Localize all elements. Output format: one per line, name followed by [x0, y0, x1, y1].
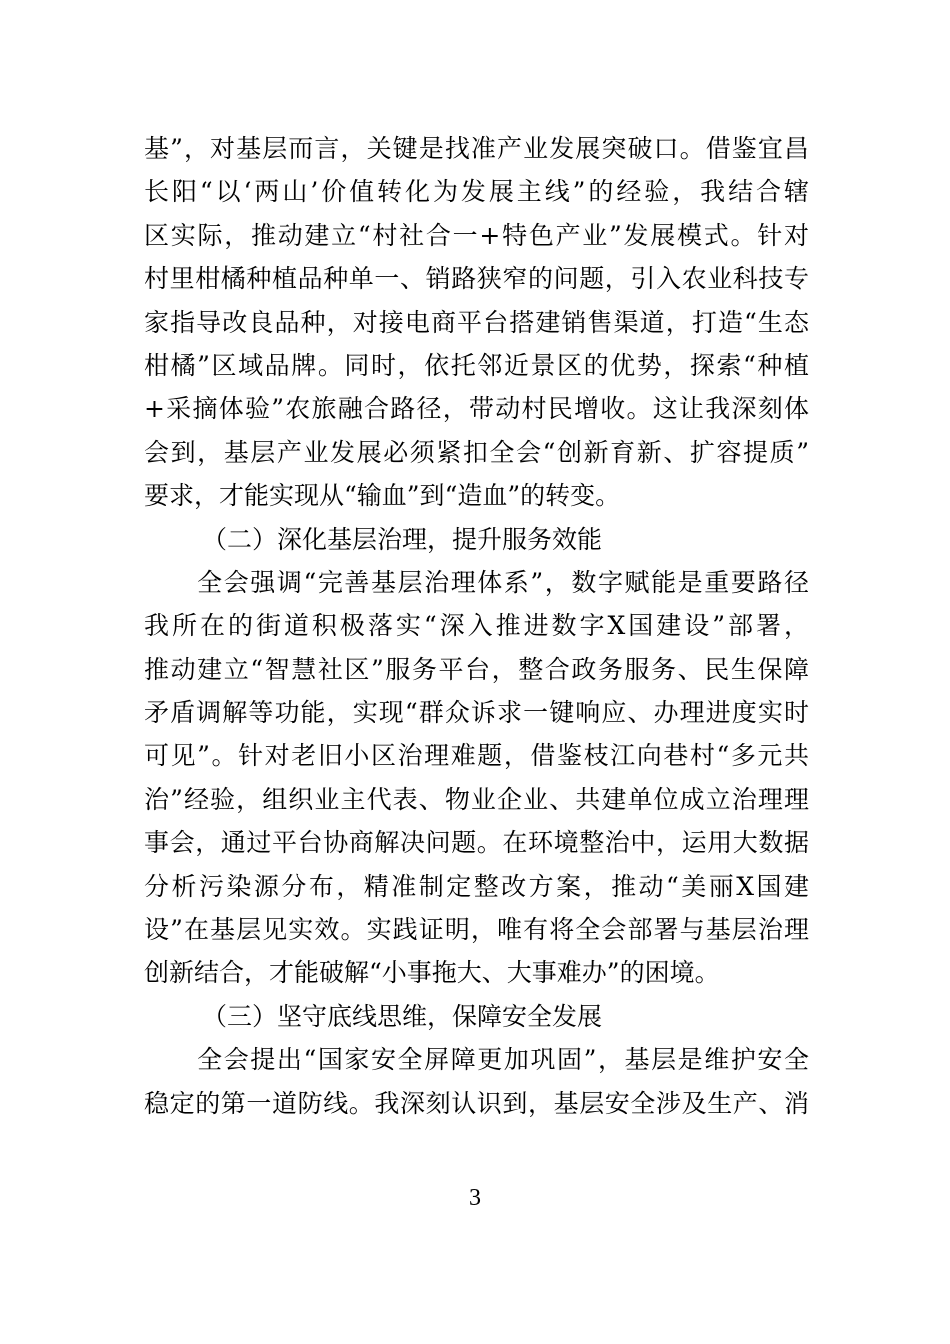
- text-line: 区实际，推动建立“村社合一+特色产业”发展模式。针对: [144, 220, 809, 250]
- text-line: 家指导改良品种，对接电商平台搭建销售渠道，打造“生态: [144, 307, 809, 337]
- text-line: +采摘体验”农旅融合路径，带动村民增收。这让我深刻体: [144, 394, 809, 424]
- text-line: 治”经验，组织业主代表、物业企业、共建单位成立治理理: [144, 784, 809, 814]
- text-line: 柑橘”区域品牌。同时，依托邻近景区的优势，探索“种植: [144, 350, 809, 380]
- document-body: [144, 127, 809, 1125]
- text-line: 基”，对基层而言，关键是找准产业发展突破口。借鉴宜昌: [144, 134, 809, 163]
- text-line: 要求，才能实现从“输血”到“造血”的转变。: [144, 481, 621, 511]
- text-line: 设”在基层见实效。实践证明，唯有将全会部署与基层治理: [144, 915, 809, 945]
- page-number: 3: [469, 1185, 481, 1211]
- section-heading: （二）深化基层治理，提升服务效能: [202, 524, 603, 554]
- text-line: 矛盾调解等功能，实现“群众诉求一键响应、办理进度实时: [144, 698, 809, 728]
- text-line: 推动建立“智慧社区”服务平台，整合政务服务、民生保障: [144, 654, 809, 684]
- section-heading: （三）坚守底线思维，保障安全发展: [202, 1001, 603, 1031]
- text-line: 事会，通过平台协商解决问题。在环境整治中，运用大数据: [144, 828, 809, 858]
- text-line: 全会提出“国家安全屏障更加巩固”，基层是维护安全: [144, 1045, 809, 1075]
- text-line: 我所在的街道积极落实“深入推进数字X国建设”部署，: [144, 611, 809, 641]
- text-line: 可见”。针对老旧小区治理难题，借鉴枝江向巷村“多元共: [144, 741, 809, 771]
- text-line: 全会强调“完善基层治理体系”，数字赋能是重要路径: [144, 567, 809, 597]
- text-line: 长阳“以‘两山’价值转化为发展主线”的经验，我结合辖: [144, 177, 809, 207]
- text-line: 分析污染源分布，精准制定整改方案，推动“美丽X国建: [144, 871, 809, 901]
- text-line: 村里柑橘种植品种单一、销路狭窄的问题，引入农业科技专: [144, 264, 809, 294]
- text-line: 会到，基层产业发展必须紧扣全会“创新育新、扩容提质”: [144, 437, 809, 467]
- text-line: 稳定的第一道防线。我深刻认识到，基层安全涉及生产、消: [144, 1088, 809, 1118]
- text-line: 创新结合，才能破解“小事拖大、大事难办”的困境。: [144, 958, 720, 988]
